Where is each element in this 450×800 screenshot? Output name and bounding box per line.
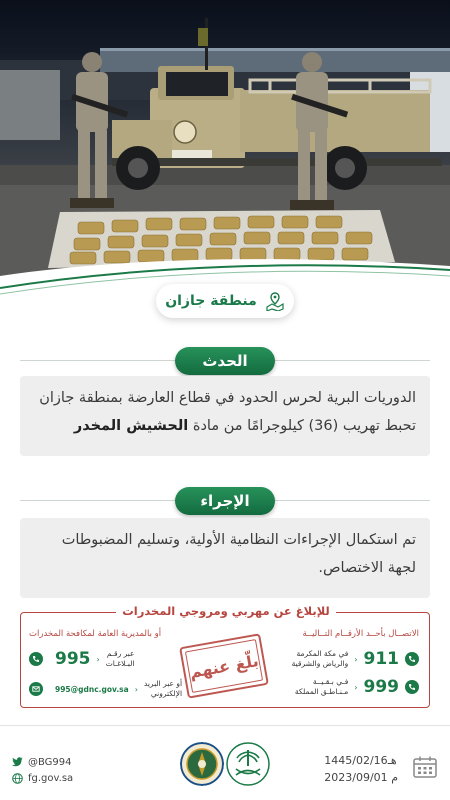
calendar-icon — [413, 756, 437, 778]
event-line-2-bold: الحشيش المخدر — [73, 418, 189, 434]
region-label: منطقة جازان — [165, 293, 257, 309]
website-url: fg.gov.sa — [28, 772, 74, 784]
hijri-date: 1445/02/16 — [324, 754, 388, 767]
hijri-date-row — [324, 752, 398, 769]
phone-icon — [405, 652, 419, 666]
region-badge — [156, 284, 294, 318]
gregorian-date-row — [324, 769, 398, 786]
gregorian-date: 2023/09/01 — [324, 771, 388, 784]
event-line-2-text: تحبط تهريب (36) كيلوجرامًا من مادة — [192, 418, 416, 434]
procedure-title-badge: الإجراء — [175, 487, 275, 515]
report-title: للإبلاغ عن مهربي ومروجي المخدرات — [116, 604, 336, 618]
hotline-number: 911 — [363, 649, 399, 669]
hotline-row-999[interactable] — [295, 677, 419, 697]
event-line-2 — [34, 412, 416, 440]
stamp-text: بلّغ عنهم — [188, 650, 260, 682]
chevron-left-icon: ‹ — [354, 682, 358, 692]
twitter-icon — [12, 757, 23, 767]
hotline-row-995[interactable] — [29, 649, 134, 669]
chevron-left-icon: ‹ — [134, 684, 138, 694]
border-guard-emblem — [180, 742, 224, 786]
hijri-suffix: هـ — [387, 754, 397, 767]
email-address[interactable]: 995@gdnc.gov.sa — [55, 684, 129, 694]
hotline-number: 999 — [363, 677, 399, 697]
event-title-badge: الحدث — [175, 347, 275, 375]
right-column-heading: الاتصــال بأحــد الأرقــام التــاليــة — [302, 629, 419, 639]
event-line-1: الدوريات البرية لحرس الحدود في قطاع العارضة بمنطقة جازان — [39, 390, 416, 406]
email-desc-1: أو عبر البريد — [143, 679, 183, 688]
email-row[interactable] — [29, 679, 182, 699]
twitter-handle: @BG994 — [28, 756, 72, 768]
hotline-desc-2: البـلاغـات — [105, 659, 135, 668]
procedure-line-1: تم استكمال الإجراءات النظامية الأولية، وتسليم المضبوطات — [61, 532, 416, 548]
email-desc-2: الإلكتروني — [150, 689, 183, 698]
event-text-box — [20, 376, 430, 456]
website-link[interactable] — [12, 770, 73, 786]
procedure-line-2: لجهة الاختصاص. — [318, 560, 416, 576]
footer-dates — [324, 752, 398, 786]
hotline-desc-2: والرياض والشرقية — [291, 659, 349, 668]
footer-social — [12, 754, 73, 786]
phone-icon — [405, 680, 419, 694]
hotline-desc-2: مـنـاطـق المملكة — [294, 687, 349, 696]
chevron-left-icon: ‹ — [354, 654, 358, 664]
left-column-heading: أو بالمديرية العامة لمكافحة المخدرات — [29, 629, 162, 639]
email-icon — [29, 682, 43, 696]
saudi-palm-swords-emblem — [226, 742, 270, 786]
map-pin-icon — [265, 291, 285, 311]
hotline-row-911[interactable] — [292, 649, 419, 669]
footer-divider — [0, 725, 450, 726]
phone-icon — [29, 652, 43, 666]
gregorian-suffix: م — [391, 771, 398, 784]
hotline-number: 995 — [55, 649, 91, 669]
hotline-desc-1: عبر رقـم — [106, 649, 135, 658]
hotline-desc-1: في مكة المكرمة — [296, 649, 349, 658]
globe-icon — [12, 773, 23, 784]
hotline-desc-1: فـي بـقـيــة — [312, 677, 349, 686]
chevron-left-icon: ‹ — [96, 654, 100, 664]
twitter-link[interactable] — [12, 754, 73, 770]
procedure-text-box — [20, 518, 430, 598]
